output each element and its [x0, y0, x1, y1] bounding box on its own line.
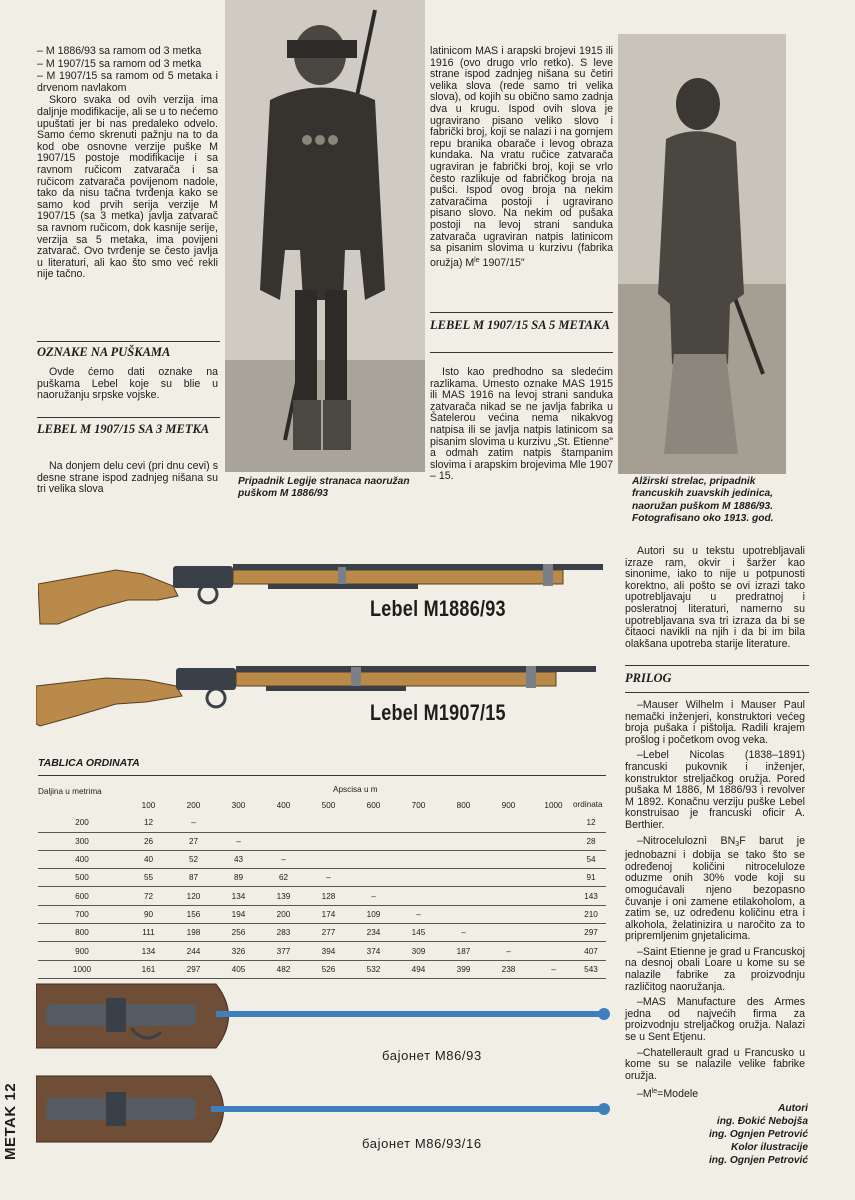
credit-line: Kolor ilustracije: [731, 1142, 808, 1153]
photo-2-caption: Alžirski strelac, pripadnik francuskih zuavskih jedinica, naoružan puškom M 1886/93. Fotografisano oko 1913. god.: [632, 476, 774, 525]
mle-superscript: le: [651, 1088, 658, 1096]
table-row: [38, 869, 606, 887]
table-cell: [531, 850, 576, 868]
table-cell: 174: [306, 905, 351, 923]
table-cell: 532: [351, 960, 396, 978]
table-cell: [216, 814, 261, 832]
credit-line: ing. Đokić Nebojša: [716, 1116, 808, 1127]
table-cell: [441, 869, 486, 887]
table-cell: 52: [171, 850, 216, 868]
divider: [625, 692, 809, 693]
table-cell: [486, 887, 531, 905]
photo-1-caption: Pripadnik Legije stranaca naoružan puškom M 1886/93: [238, 476, 410, 500]
prilog-item: –Mauser Wilhelm i Mauser Paul nemački inženjeri, konstruktori većeg broja pušaka i pištolja. Radili krajem prošlog i početkom ovog veka.: [625, 699, 805, 746]
credits: [620, 1102, 808, 1167]
table-cell-ordinate: 54: [576, 850, 606, 868]
rifle-m1907-label: Lebel M1907/15: [370, 700, 506, 725]
section-title: LEBEL M 1907/15 SA 5 METAKA: [430, 318, 610, 332]
paragraph: Autori su u tekstu upotrebljavali izraze ram, okvir i šaržer kao sinonime, iako to nije u potpunosti korektno, ali pošto se ovi izrazi tako upotrebljavaju u predratnoj i posleratnoj literaturi, namerno su upotrebljavana sva tri izraza da bi se čitaoci navikli na njih i da bi im bila olakšana upotreba starije literature.: [625, 545, 805, 650]
paragraph-text: latinicom MAS i arapski brojevi 1915 ili 1916 (ovo drugo vrlo retko). S leve strane ispod zadnjeg nišana su četiri velika slova (rede samo tri velika slova), od kojih su obično samo zadnja dva u krugu. Ispod ovih slova je ugravirano pisano veliko slovo i fabrički broj, koji se nalazi i na gornjem repu branika obarače i levog obraza kundaka. Na vratu ručice zatvarača ugraviran je fabrički broj, koji se vrlo često razlikuje od fabričkog broja na pušci. Ispod ovog broja na nekim zatvaračima postoji i ugravirano pisano slovo. Na nekim od pušaka postoji na levoj strani sanduka zatvarača ugraviran natpis latinicom sa pisanim slovima u kurzivu (fabrika oružja) M: [430, 45, 613, 269]
table-cell: 198: [171, 924, 216, 942]
table-cell: 109: [351, 905, 396, 923]
divider: [37, 417, 220, 418]
table-cell-ordinate: 297: [576, 924, 606, 942]
table-cell: 309: [396, 942, 441, 960]
list-item: – M 1886/93 sa ramom od 3 metka: [37, 45, 202, 57]
table-row: [38, 924, 606, 942]
table-cell-ordinate: 543: [576, 960, 606, 978]
zouave-photo: [618, 34, 786, 474]
table-cell: [396, 850, 441, 868]
table-cell: [486, 924, 531, 942]
divider: [37, 341, 220, 342]
table-row: [38, 887, 606, 905]
table-cell: 87: [171, 869, 216, 887]
table-header-cell: 700: [411, 801, 426, 811]
column-3: [625, 546, 805, 650]
bayonet-m86-93-illustration: [36, 976, 611, 1056]
table-cell: [531, 887, 576, 905]
table-cell-ordinate: 210: [576, 905, 606, 923]
table-cell: 128: [306, 887, 351, 905]
table-cell: [396, 887, 441, 905]
table-cell-ordinate: 12: [576, 814, 606, 832]
table-cell: 377: [261, 942, 306, 960]
table-cell: [531, 905, 576, 923]
table-cell: [441, 814, 486, 832]
paragraph: Skoro svaka od ovih verzija ima daljnje modifikacije, ali se u to nećemo upuštati jer bi nas predaleko odvelo. Samo ćemo skrenuti pažnju na to da kod obe osnovne verzije puške M 1907/15 postoje modifikacije i sa ravnom ručicom zatvarača i sa ručicom zatvarača povijenom nadole, tako da nisu tačna tvrđenja kako se samo kod prvih serija verzije M 1907/15 (sa 3 metka) javlja zatvarač sa ravnom ručicom, dok kasnije serije, verzija sa 5 metaka, ima povijeni zatvarač. Ovo tvrđenje se često javlja u literaturi, ali kao što smo već rekli nije tačno.: [37, 94, 218, 281]
table-cell: [351, 869, 396, 887]
table-cell: 244: [171, 942, 216, 960]
table-cell: [486, 814, 531, 832]
table-cell: [351, 832, 396, 850]
powder-text-b: F barut je jednobazni i dobija se tako što se određenoj količini nitroceluloze oduzme onih 30% vode koji su omogućavali njeno bezopasno čuvanje i oni zamene etilakoholom, a zatim se, uz određenu količinu etra i alkohola, želatinizira u naročito za to pripremljenim gnjetalicima.: [625, 834, 806, 943]
section-title: OZNAKE NA PUŠKAMA: [37, 345, 171, 359]
table-cell: 526: [306, 960, 351, 978]
table-cell: [531, 942, 576, 960]
table-cell: 238: [486, 960, 531, 978]
table-header-cell: 600: [366, 801, 381, 811]
table-cell: –: [531, 960, 576, 978]
table-cell: 27: [171, 832, 216, 850]
divider: [430, 312, 613, 313]
table-header-cell: 400: [276, 801, 291, 811]
prilog-item-powder: [625, 836, 805, 943]
prilog-item-mle: [625, 1086, 805, 1101]
table-cell: 145: [396, 924, 441, 942]
table-cell: [486, 832, 531, 850]
table-cell: 277: [306, 924, 351, 942]
table-cell: 139: [261, 887, 306, 905]
credit-line: Autori: [778, 1103, 808, 1114]
table-cell: [531, 814, 576, 832]
table-cell: 120: [171, 887, 216, 905]
ordinate-table: [38, 797, 606, 979]
section-oznake: [37, 345, 218, 359]
paragraph: Ovde ćemo dati oznake na puškama Lebel koje su blie u naoružanju srpske vojske.: [37, 366, 218, 402]
table-cell: 405: [216, 960, 261, 978]
bayonet-m86-93-16-label: бајонет M86/93/16: [362, 1136, 482, 1151]
paragraph: Isto kao predhodno sa sledećim razlikama. Umesto oznake MAS 1915 ili MAS 1916 na levoj strani sanduka zatvarača nikad se ne javlja fabrika u Šatelerou većina nema nikakvog natpisa ili se javlja natpis latinicom sa pisanim slovima u kurzivu „St. Etienne" a odmah zatim natpis štampanim slovima i arapskim brojevima Mle 1907 – 15.: [430, 366, 613, 483]
table-cell: [351, 850, 396, 868]
table-cell: 134: [126, 942, 171, 960]
section-prilog: [625, 671, 805, 685]
table-cell: –: [306, 869, 351, 887]
section-lebel-3: [37, 422, 218, 436]
table-cell: [351, 814, 396, 832]
table-cell: –: [441, 924, 486, 942]
column-1: [37, 46, 218, 282]
table-cell: 55: [126, 869, 171, 887]
table-cell: 494: [396, 960, 441, 978]
table-distance-header: Daljina u metrima: [38, 787, 102, 796]
table-cell: 134: [216, 887, 261, 905]
section-lebel-5-text: [430, 367, 613, 483]
prilog-list: [625, 700, 805, 1105]
table-row: [38, 942, 606, 960]
table-header-cell: [38, 797, 126, 814]
table-cell-distance: 500: [38, 869, 126, 887]
prilog-item: –Lebel Nicolas (1838–1891) francuski pukovnik i inženjer, konstruktor streljačkog oružja. Pored pušaka M 1886, M 1886/93 i revolver M 1892. Konačnu verziju puške Lebel konstruisao je francuski oficir A. Berthier.: [625, 749, 805, 831]
table-cell: 194: [216, 905, 261, 923]
table-cell-ordinate: 91: [576, 869, 606, 887]
prilog-item: –Saint Etienne je grad u Francuskoj na desnoj obali Loare u kome su se nalazile fabrike za proizvodnju različitog naoružanja.: [625, 945, 805, 993]
table-header-row: [38, 797, 606, 814]
table-cell: 161: [126, 960, 171, 978]
table-cell: [396, 869, 441, 887]
section-lebel-5: [430, 318, 613, 332]
table-cell-distance: 300: [38, 832, 126, 850]
table-cell: [486, 905, 531, 923]
powder-text-a: –Nitroceluloznì BN: [637, 834, 736, 847]
table-cell: 482: [261, 960, 306, 978]
table-cell: [396, 814, 441, 832]
table-cell: [261, 814, 306, 832]
powder-subscript: 3: [735, 840, 740, 848]
table-cell: –: [216, 832, 261, 850]
mle-text-a: –M: [637, 1088, 652, 1101]
table-cell-ordinate: 28: [576, 832, 606, 850]
rifle-m1907-illustration: [36, 652, 598, 732]
table-cell: 111: [126, 924, 171, 942]
table-header-cell: 500: [321, 801, 336, 811]
table-cell: [441, 850, 486, 868]
mle-text-b: =Modele: [657, 1088, 699, 1101]
table-cell: 26: [126, 832, 171, 850]
bayonet-m86-93-label: бајонет M86/93: [382, 1048, 482, 1063]
section-title: LEBEL M 1907/15 SA 3 METKA: [37, 422, 210, 436]
table-cell: –: [351, 887, 396, 905]
credit-line: ing. Ognjen Petrović: [708, 1129, 808, 1140]
legionnaire-figure: [225, 0, 425, 472]
table-row: [38, 832, 606, 850]
table-cell: 12: [126, 814, 171, 832]
table-cell-ordinate: 143: [576, 887, 606, 905]
table-cell-distance: 600: [38, 887, 126, 905]
list-item: – M 1907/15 sa ramom od 5 metaka i drvenom navlakom: [37, 70, 218, 94]
table-cell-distance: 800: [38, 924, 126, 942]
rifle-m1886-illustration: [38, 552, 606, 630]
table-cell: 297: [171, 960, 216, 978]
table-cell: 394: [306, 942, 351, 960]
table-row: [38, 850, 606, 868]
credit-line: ing. Ognjen Petrović: [708, 1155, 808, 1166]
table-cell: [396, 832, 441, 850]
legionnaire-photo: [225, 0, 425, 472]
table-cell: 72: [126, 887, 171, 905]
paragraph: [430, 46, 613, 269]
table-cell: [261, 832, 306, 850]
table-cell: 156: [171, 905, 216, 923]
table-cell: 43: [216, 850, 261, 868]
section-title: PRILOG: [625, 671, 672, 685]
table-title: TABLICA ORDINATA: [38, 757, 140, 769]
table-row: [38, 814, 606, 832]
divider: [625, 665, 809, 666]
table-cell: 200: [261, 905, 306, 923]
prilog-item: –Chatellerault grad u Francusko u kome su se nalazile velike fabrike oružja.: [625, 1046, 805, 1082]
table-cell: [306, 832, 351, 850]
prilog-item: –MAS Manufacture des Armes jedna od najvećih firma za proizvodnju streljačkog oružja. Nalazi se u Sent Etjenu.: [625, 996, 805, 1044]
table-cell: 399: [441, 960, 486, 978]
column-2: [430, 46, 613, 269]
table-cell: 374: [351, 942, 396, 960]
table-cell: 62: [261, 869, 306, 887]
table-cell: –: [171, 814, 216, 832]
table-cell: [441, 832, 486, 850]
paragraph-text-end: 1907/15": [479, 256, 525, 269]
table-row: [38, 905, 606, 923]
table-cell: [486, 850, 531, 868]
table-cell: 326: [216, 942, 261, 960]
bayonet-m86-93-16-illustration: [36, 1070, 611, 1150]
table-top-rule: [38, 775, 606, 776]
rifle-m1886-label: Lebel M1886/93: [370, 596, 506, 621]
table-cell-ordinate: 407: [576, 942, 606, 960]
table-cell-distance: 1000: [38, 960, 126, 978]
table-cell: [441, 887, 486, 905]
table-cell: –: [486, 942, 531, 960]
section-lebel-3-text: [37, 461, 218, 496]
divider: [430, 352, 613, 353]
table-header-cell: 100: [141, 801, 156, 811]
page-number-label: METAK 12: [2, 1082, 19, 1160]
zouave-figure: [618, 34, 786, 474]
table-cell: –: [396, 905, 441, 923]
list-item: – M 1907/15 sa ramom od 3 metka: [37, 57, 202, 70]
table-cell: [441, 905, 486, 923]
section-oznake-text: [37, 367, 218, 402]
table-header-cell: [576, 797, 606, 814]
table-cell: [531, 869, 576, 887]
table-cell-distance: 900: [38, 942, 126, 960]
table-cell: –: [261, 850, 306, 868]
table-cell: 89: [216, 869, 261, 887]
table-header-cell: 300: [231, 801, 246, 811]
table-cell: 40: [126, 850, 171, 868]
table-cell: 234: [351, 924, 396, 942]
table-header-cell: 800: [456, 801, 471, 811]
superscript: le: [474, 256, 480, 264]
table-cell: 256: [216, 924, 261, 942]
table-abscissa-header: Apscisa u m: [333, 785, 378, 794]
table-cell: [306, 814, 351, 832]
table-cell: [531, 832, 576, 850]
table-cell: 283: [261, 924, 306, 942]
table-cell-distance: 400: [38, 850, 126, 868]
table-header-cell: 1000: [544, 801, 563, 811]
table-cell-distance: 700: [38, 905, 126, 923]
paragraph: Na donjem delu cevi (pri dnu cevi) s desne strane ispod zadnjeg nišana su tri velika slova: [37, 460, 218, 496]
table-header-cell: 900: [501, 801, 516, 811]
table-ordinate-header: ordinata: [573, 800, 603, 809]
table-cell: [306, 850, 351, 868]
table-cell: [486, 869, 531, 887]
table-cell: 187: [441, 942, 486, 960]
table-header-cell: 200: [186, 801, 201, 811]
table-cell: 90: [126, 905, 171, 923]
table-cell: [531, 924, 576, 942]
table-cell-distance: 200: [38, 814, 126, 832]
